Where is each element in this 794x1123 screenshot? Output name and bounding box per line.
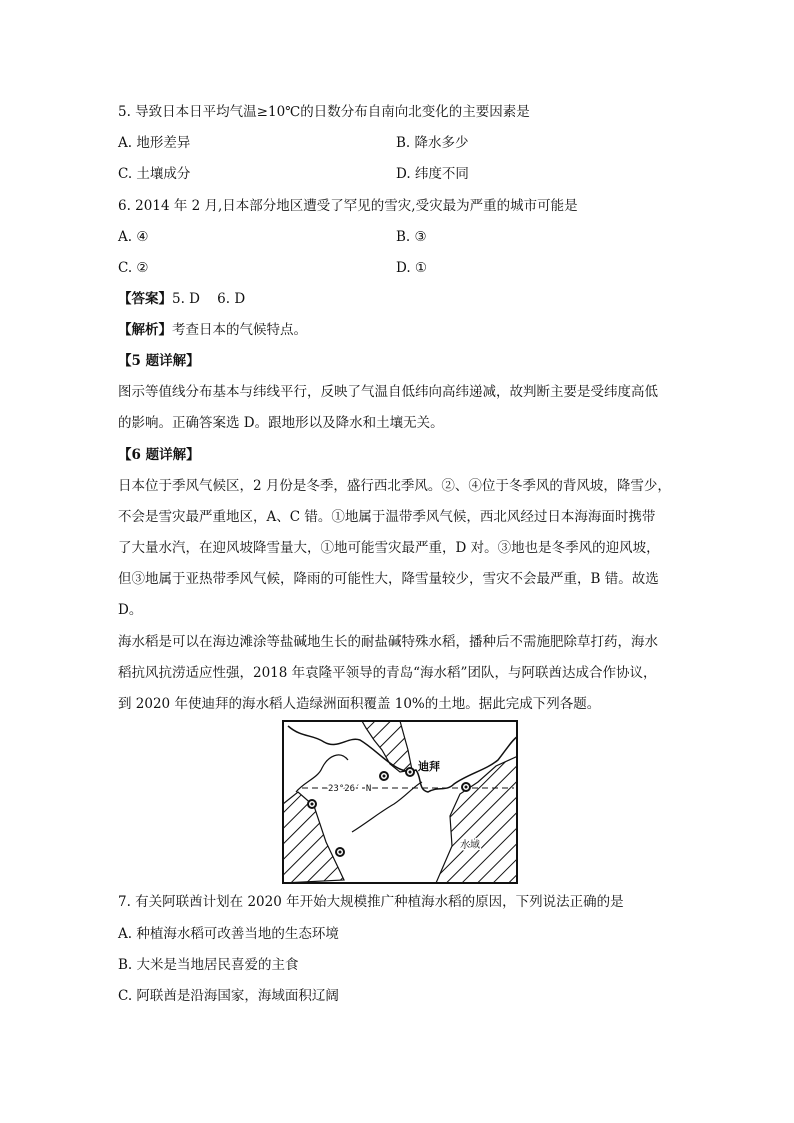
detail6-line-2: 不会是雪灾最严重地区，A、C 错。①地属于温带季风气候，西北风经过日本海海面时携带 — [118, 509, 656, 525]
q7-option-c: C. 阿联酋是沿海国家，海域面积辽阔 — [118, 988, 339, 1004]
detail6-line-3: 了大量水汽，在迎风坡降雪量大，①地可能雪灾最严重，D 对。③地也是冬季风的迎风坡， — [118, 540, 660, 556]
detail5-line-2: 的影响。正确答案选 D。跟地形以及降水和土壤无关。 — [118, 415, 444, 431]
q7-option-b: B. 大米是当地居民喜爱的主食 — [118, 957, 299, 973]
q6-stem: 6. 2014 年 2 月,日本部分地区遭受了罕见的雪灾,受灾最为严重的城市可能是 — [118, 198, 578, 214]
latitude-label: 23°26′ N — [328, 784, 372, 794]
detail6-heading: 【6 题详解】 — [118, 447, 200, 463]
q6-option-a: A. ④ — [118, 229, 149, 245]
detail6-line-5: D。 — [118, 602, 143, 618]
detail5-line-1: 图示等值线分布基本与纬线平行，反映了气温自低纬向高纬递减，故判断主要是受纬度高低 — [118, 384, 658, 400]
q6-option-b: B. ③ — [396, 229, 427, 245]
water-label: 水域 — [460, 840, 480, 851]
analysis-text: 考查日本的气候特点。 — [172, 322, 307, 338]
intro-line-3: 到 2020 年使迪拜的海水稻人造绿洲面积覆盖 10%的土地。据此完成下列各题。 — [118, 696, 601, 712]
q6-option-c: C. ② — [118, 260, 149, 276]
analysis-tag: 【解析】 — [118, 322, 172, 338]
answer-line — [118, 289, 245, 309]
q5-stem: 5. 导致日本日平均气温≥10℃的日数分布自南向北变化的主要因素是 — [118, 104, 530, 120]
uae-map — [282, 720, 518, 884]
detail6-line-1: 日本位于季风气候区，2 月份是冬季，盛行西北季风。②、④位于冬季风的背风坡，降雪少， — [118, 478, 671, 494]
dubai-label: 迪拜 — [418, 760, 440, 773]
intro-line-2: 稻抗风抗涝适应性强，2018 年袁隆平领导的青岛“海水稻”团队，与阿联酋达成合作协议， — [118, 665, 657, 681]
intro-line-1: 海水稻是可以在海边滩涂等盐碱地生长的耐盐碱特殊水稻，播种后不需施肥除草打药，海水 — [118, 634, 658, 650]
uae-map-figure — [282, 720, 518, 884]
detail5-heading: 【5 题详解】 — [118, 353, 200, 369]
q5-option-a: A. 地形差异 — [118, 135, 191, 151]
answer-text: 5. D 6. D — [172, 291, 246, 307]
answer-tag: 【答案】 — [118, 291, 172, 307]
q5-option-d: D. 纬度不同 — [396, 166, 469, 182]
q5-option-b: B. 降水多少 — [396, 135, 469, 151]
q7-stem: 7. 有关阿联酋计划在 2020 年开始大规模推广种植海水稻的原因，下列说法正确的是 — [118, 894, 624, 910]
q6-option-d: D. ① — [396, 260, 428, 276]
detail6-line-4: 但③地属于亚热带季风气候，降雨的可能性大，降雪量较少，雪灾不会最严重，B 错。故选 — [118, 571, 659, 587]
q5-option-c: C. 土壤成分 — [118, 166, 191, 182]
q7-option-a: A. 种植海水稻可改善当地的生态环境 — [118, 926, 339, 942]
analysis-line — [118, 320, 307, 340]
